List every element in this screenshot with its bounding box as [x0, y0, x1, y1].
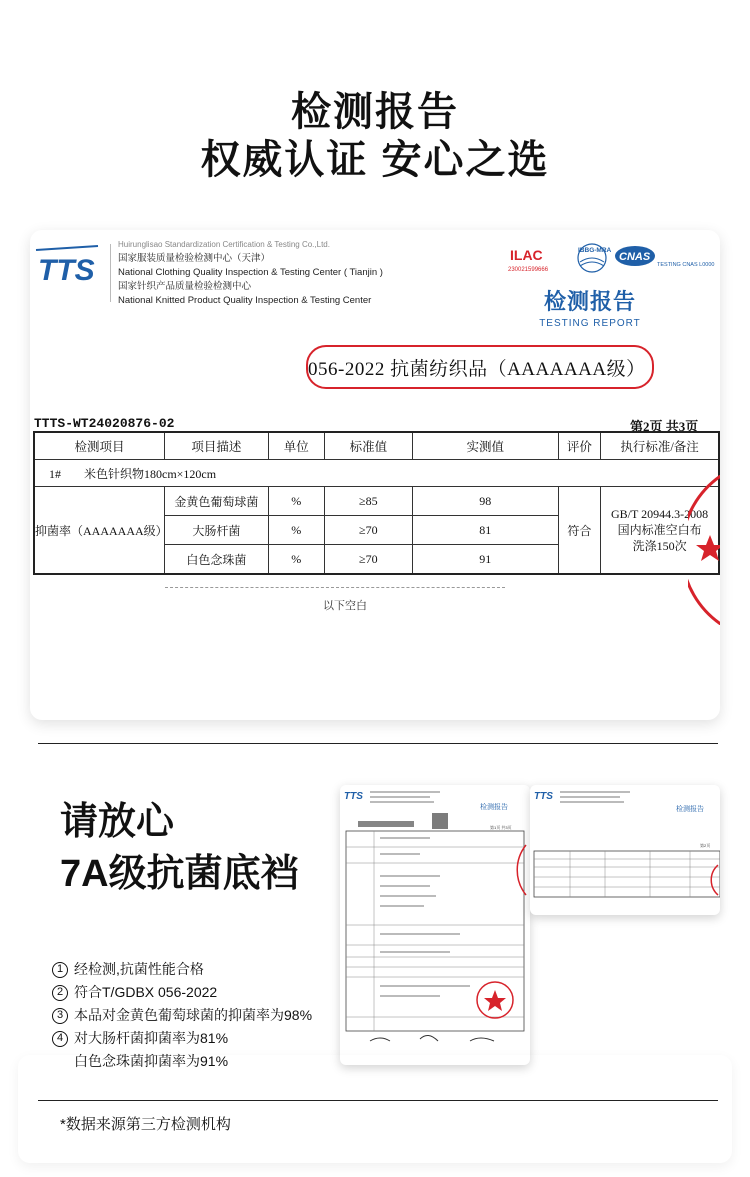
list-item: [52, 958, 312, 981]
org-line: 国家针织产品质量检验检测中心: [118, 281, 252, 292]
standard-cell: ≥70: [324, 516, 412, 545]
org-line: Huirunglisao Standardization Certification & Testing Co.,Ltd.: [118, 240, 330, 249]
circled-number: 2: [52, 985, 68, 1001]
sample-number: 1#: [49, 466, 61, 481]
unit-cell: %: [268, 516, 324, 545]
report-page-thumbnail: [340, 785, 530, 1065]
list-item-text: 经检测,抗菌性能合格: [74, 961, 204, 977]
feature-list: [52, 958, 312, 1073]
list-item: [52, 981, 312, 1004]
report-page-thumbnail: [530, 785, 720, 915]
measured-cell: 91: [412, 545, 558, 575]
column-header: 执行标准/备注: [601, 432, 719, 460]
official-stamp-icon: [688, 475, 720, 625]
qr-code-icon: [432, 813, 448, 829]
barcode-icon: [358, 821, 414, 827]
standard-cell: ≥70: [324, 545, 412, 575]
thumb-page-label: 第2页: [700, 843, 711, 848]
column-header: 检测项目: [34, 432, 165, 460]
standard-text: 056-2022 抗菌纺织品（AAAAAAA级）: [308, 359, 646, 380]
column-header: 评价: [558, 432, 601, 460]
footer-divider: [38, 1100, 718, 1101]
report-title-zh: 检测报告: [543, 289, 636, 314]
results-table: [33, 431, 720, 575]
unit-cell: %: [268, 545, 324, 575]
sample-description: 米色针织物180cm×120cm: [84, 466, 217, 481]
evaluation-cell: 符合: [558, 487, 601, 575]
column-header: 标准值: [324, 432, 412, 460]
end-dash-line: [165, 587, 505, 588]
desc-cell: 白色念珠菌: [165, 545, 269, 575]
desc-cell: 金黄色葡萄球菌: [165, 487, 269, 516]
column-header: 单位: [268, 432, 324, 460]
column-header: 项目描述: [165, 432, 269, 460]
ilac-number: 230021599666: [508, 267, 549, 273]
page-number: 第2页 共3页: [630, 419, 699, 434]
list-item-text: 符合T/GDBX 056-2022: [74, 984, 218, 1000]
page-headline: 检测报告: [291, 90, 459, 134]
org-names: [118, 238, 383, 308]
cnas-number: TESTING CNAS L0000: [657, 262, 715, 268]
tts-logo-text: TTS: [38, 254, 95, 286]
measured-cell: 81: [412, 516, 558, 545]
thumb-page-label: 第1页 共3页: [490, 825, 512, 830]
list-item-text: 白色念珠菌抑菌率为91%: [74, 1053, 229, 1069]
blank-note: 以下空白: [323, 600, 367, 612]
table-row: [34, 460, 719, 487]
measured-cell: 98: [412, 487, 558, 516]
tts-logo-icon: [32, 242, 102, 286]
page-subheadline: 权威认证 安心之选: [200, 138, 550, 182]
unit-cell: %: [268, 487, 324, 516]
org-line: National Knitted Product Quality Inspection & Testing Center: [118, 295, 372, 306]
data-source-note: *数据来源第三方检测机构: [60, 1116, 231, 1133]
list-item: [52, 1050, 312, 1073]
accreditation-badges: [500, 240, 720, 280]
report-title: [510, 285, 670, 329]
report-number: TTTS-WT24020876-02: [34, 416, 175, 431]
list-item-text: 对大肠杆菌抑菌率为81%: [74, 1030, 229, 1046]
remark-line: 国内标准空白布: [617, 523, 702, 537]
org-line: 国家服装质量检验检测中心（天津）: [118, 253, 271, 264]
list-item: [52, 1004, 312, 1027]
logo-divider: [110, 244, 111, 302]
sample-cell: [34, 460, 719, 487]
thumb-title: 检测报告: [480, 804, 508, 811]
standard-cell: ≥85: [324, 487, 412, 516]
thumb-logo-icon: TTS: [534, 791, 553, 802]
table-row: [34, 487, 719, 516]
remark-line: 洗涤150次: [632, 539, 687, 553]
circled-number: 4: [52, 1031, 68, 1047]
report-title-en: TESTING REPORT: [539, 318, 641, 329]
list-item: [52, 1027, 312, 1050]
desc-cell: 大肠杆菌: [165, 516, 269, 545]
report-card: [30, 230, 720, 720]
item-name-cell: 抑菌率（AAAAAAA级）: [34, 487, 165, 575]
remark-line: GB/T 20944.3-2008: [611, 507, 709, 521]
table-header-row: [34, 432, 719, 460]
ilac-badge-icon: ILAC: [510, 247, 543, 263]
circled-number: 3: [52, 1008, 68, 1024]
thumb-title: 检测报告: [676, 806, 704, 813]
cnas-badge-text: CNAS: [619, 251, 651, 263]
org-line: National Clothing Quality Inspection & Testing Center ( Tianjin ): [118, 267, 383, 278]
promo-line2: 7A级抗菌底裆: [60, 853, 299, 895]
ibbg-badge-text: IBBG-MRA: [578, 247, 612, 254]
thumb-logo-icon: TTS: [344, 791, 363, 802]
list-item-text: 本品对金黄色葡萄球菌的抑菌率为98%: [74, 1007, 313, 1023]
section-divider: [38, 743, 718, 744]
circled-number: 1: [52, 962, 68, 978]
promo-line1: 请放心: [60, 801, 175, 843]
column-header: 实测值: [412, 432, 558, 460]
